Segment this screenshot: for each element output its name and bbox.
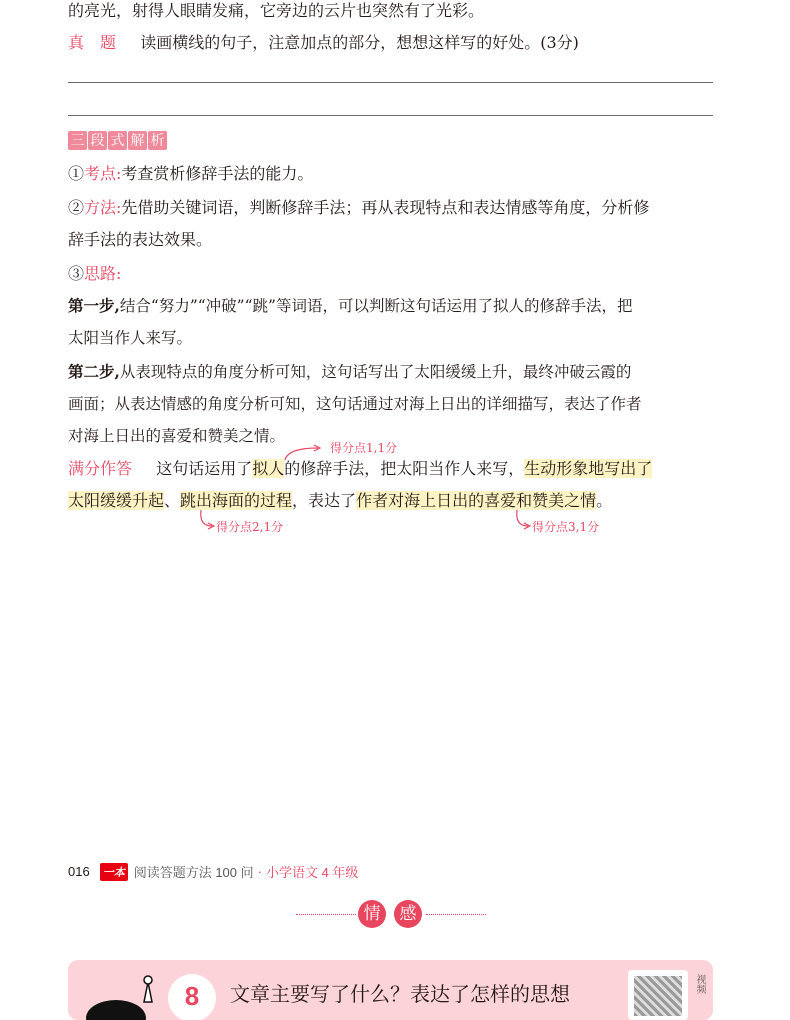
question	[68, 32, 579, 55]
answer-line-1	[68, 82, 713, 83]
step-1-cont: 太阳当作人来写。	[68, 329, 193, 347]
grade-label: 小学语文 4 年级	[265, 865, 359, 880]
section-char-2: 感	[394, 900, 422, 928]
step-label: 第二步,	[68, 362, 120, 381]
next-question-card	[68, 960, 713, 1020]
answer-keypoint-2c: 跳出海面的过程	[180, 491, 293, 510]
analysis-badge-char: 解	[128, 131, 147, 150]
answer-keypoint-3: 作者对海上日出的喜爱和赞美之情	[356, 491, 597, 510]
item-text: 考查赏析修辞手法的能力。	[121, 164, 314, 183]
section-dots-right	[426, 914, 486, 915]
answer-text: 这句话运用了	[156, 459, 253, 478]
book-title: 阅读答题方法 100 问	[133, 865, 254, 880]
answer-keypoint-2a: 生动形象地写出了	[524, 459, 653, 478]
footer-separator: ·	[257, 864, 262, 879]
step-text: 从表现特点的角度分析可知，这句话写出了太阳缓缓上升，最终冲破云霞的	[119, 363, 632, 381]
item-number: ③	[68, 264, 85, 283]
answer-text: ，表达了	[292, 491, 357, 510]
passage-line: 的亮光，射得人眼睛发痛，它旁边的云片也突然有了光彩。	[68, 1, 485, 20]
section-char-1: 情	[358, 900, 386, 928]
item-label: 方法:	[84, 198, 122, 217]
answer-keypoint-2b: 太阳缓缓升起	[68, 491, 165, 510]
item-label: 考点:	[84, 164, 122, 183]
answer-text: 、	[164, 491, 181, 510]
section-dots-left	[296, 914, 356, 915]
answer-label: 满分作答	[68, 461, 133, 478]
item-label: 思路:	[84, 264, 122, 283]
item-number: ②	[68, 198, 85, 217]
answer-line-2	[68, 115, 713, 116]
analysis-badge-char: 三	[68, 131, 87, 150]
item-number: ①	[68, 164, 85, 183]
analysis-item-2-cont: 辞手法的表达效果。	[68, 230, 213, 249]
qr-side-label: 视频	[694, 974, 705, 994]
question-number-badge: 8	[168, 974, 216, 1020]
cartoon-mascot-icon	[76, 970, 156, 1020]
answer-text: 的修辞手法，把太阳当作人来写，	[284, 459, 525, 478]
analysis-badge-char: 段	[88, 131, 107, 150]
analysis-item-2	[68, 197, 649, 219]
score-point-3: 得分点3,1分	[532, 520, 600, 534]
question-label: 真 题	[68, 35, 117, 52]
question-text: 读画横线的句子，注意加点的部分，想想这样写的好处。(3分)	[140, 33, 579, 52]
step-2-cont-1: 画面；从表达情感的角度分析可知，这句话通过对海上日出的详细描写，表达了作者	[68, 395, 642, 413]
step-2-cont-2: 对海上日出的喜爱和赞美之情。	[68, 427, 286, 445]
point3-arrow	[512, 508, 534, 532]
analysis-badge-char: 式	[108, 131, 127, 150]
page-number: 016	[68, 864, 90, 879]
score-point-2: 得分点2,1分	[216, 520, 284, 534]
analysis-item-3	[68, 263, 121, 285]
analysis-badge-char: 析	[148, 131, 167, 150]
answer-keypoint-1: 拟人	[252, 459, 285, 478]
analysis-badge	[68, 131, 167, 150]
answer-line-a	[68, 458, 652, 481]
score-point-1: 得分点1,1分	[330, 441, 398, 455]
step-text: 结合“努力”“冲破”“跳”等词语，可以判断这句话运用了拟人的修辞手法，把	[119, 297, 633, 315]
next-question-title: 文章主要写了什么？表达了怎样的思想	[230, 984, 570, 1006]
point2-arrow	[196, 508, 218, 532]
page-footer	[68, 862, 358, 881]
brand-logo: 一本	[100, 863, 128, 881]
step-label: 第一步,	[68, 296, 120, 315]
item-text: 先借助关键词语，判断修辞手法；再从表现特点和表达情感等角度，分析修	[121, 198, 650, 217]
qr-code-icon[interactable]	[628, 970, 688, 1020]
step-2	[68, 361, 631, 383]
analysis-item-1	[68, 163, 313, 185]
step-1	[68, 295, 632, 317]
answer-text: 。	[596, 491, 613, 510]
